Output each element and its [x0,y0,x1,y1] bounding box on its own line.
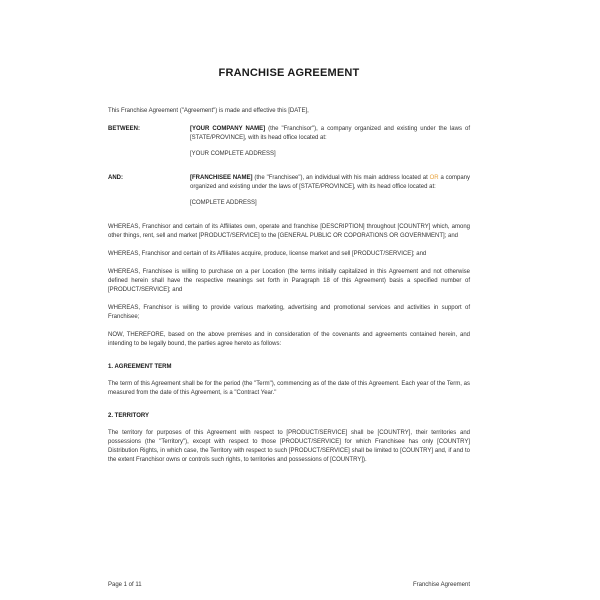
party-and [108,174,470,215]
page-footer [108,582,470,588]
recital-paragraph: WHEREAS, Franchisor and certain of its Affiliates own, operate and franchise [DESCRIPTION] throughout [COUNTRY] which, among other things, rent, sell and market [PRODUCT/SERVICE] to the [GENERAL PUBLIC OR COPORATIONS OR GOVERNMENT]; and [108,224,470,239]
or-highlight: OR [429,175,439,181]
recital-paragraph: WHEREAS, Franchisee is willing to purchase on a per Location (the terms initially capitalized in this Agreement and not otherwise defined herein shall have the respective meanings set forth in Paragraph 18 of this Agreement) basis a specified number of [PRODUCT/SERVICE]; and [108,269,470,293]
between-label: BETWEEN: [108,126,140,132]
section-text-term: The term of this Agreement shall be for the period (the "Term"), commencing as of the date of this Agreement. Each year of the Term, as measured from the date of this Agreement, is a "Contract Year." [108,381,470,396]
page-number: Page 1 of 11 [108,582,142,588]
franchisee-name: [FRANCHISEE NAME] [190,175,253,181]
and-body [190,174,470,215]
footer-doc-name: Franchise Agreement [412,582,470,588]
and-label: AND: [108,175,123,181]
section-heading-territory: 2. TERRITORY [108,413,150,419]
between-body [190,125,470,166]
document-title: FRANCHISE AGREEMENT [218,67,360,79]
between-description [190,125,470,143]
franchisee-description-post: a company organized and existing under the laws of [STATE/PROVINCE], with its head office located at: [190,175,471,190]
section-text-territory: The territory for purposes of this Agreement with respect to [PRODUCT/SERVICE] shall be [COUNTRY], their territories and possessions (the "Territory"), except with respect to those [PRODUCT/SERVICE] for which Franchisee has only [COUNTRY] Distribution Rights, in which case, the Territory with respect to such [PRODUCT/SERVICE] shall be limited to [COUNTRY] and, if and to the extent Franchisor owns or controls such rights, to territories and possessions of [COUNTRY]). [108,430,470,463]
franchisor-name: [YOUR COMPANY NAME] [190,126,266,132]
recital-paragraph: WHEREAS, Franchisor and certain of its Affiliates acquire, produce, license market and sell [PRODUCT/SERVICE]; and [108,251,427,257]
franchisor-description: (the "Franchisor"), a company organized and existing under the laws of [STATE/PROVINCE], with its head office located at: [190,126,470,141]
document-page [108,60,470,474]
franchisee-description-pre: (the "Franchisee"), an individual with his main address located at [254,175,428,181]
recital-paragraph: NOW, THEREFORE, based on the above premises and in consideration of the covenants and agreements contained herein, and intending to be legally bound, the parties agree hereto as follows: [108,332,470,347]
franchisor-address: [YOUR COMPLETE ADDRESS] [190,151,276,157]
intro-paragraph: This Franchise Agreement ("Agreement") is made and effective this [DATE], [108,108,309,114]
franchisee-address: [COMPLETE ADDRESS] [190,200,257,206]
party-between [108,125,470,166]
and-description [190,174,470,192]
recital-paragraph: WHEREAS, Franchisor is willing to provide various marketing, advertising and promotional services and activities in support of Franchisee; [108,305,470,320]
section-heading-term: 1. AGREEMENT TERM [108,364,172,370]
